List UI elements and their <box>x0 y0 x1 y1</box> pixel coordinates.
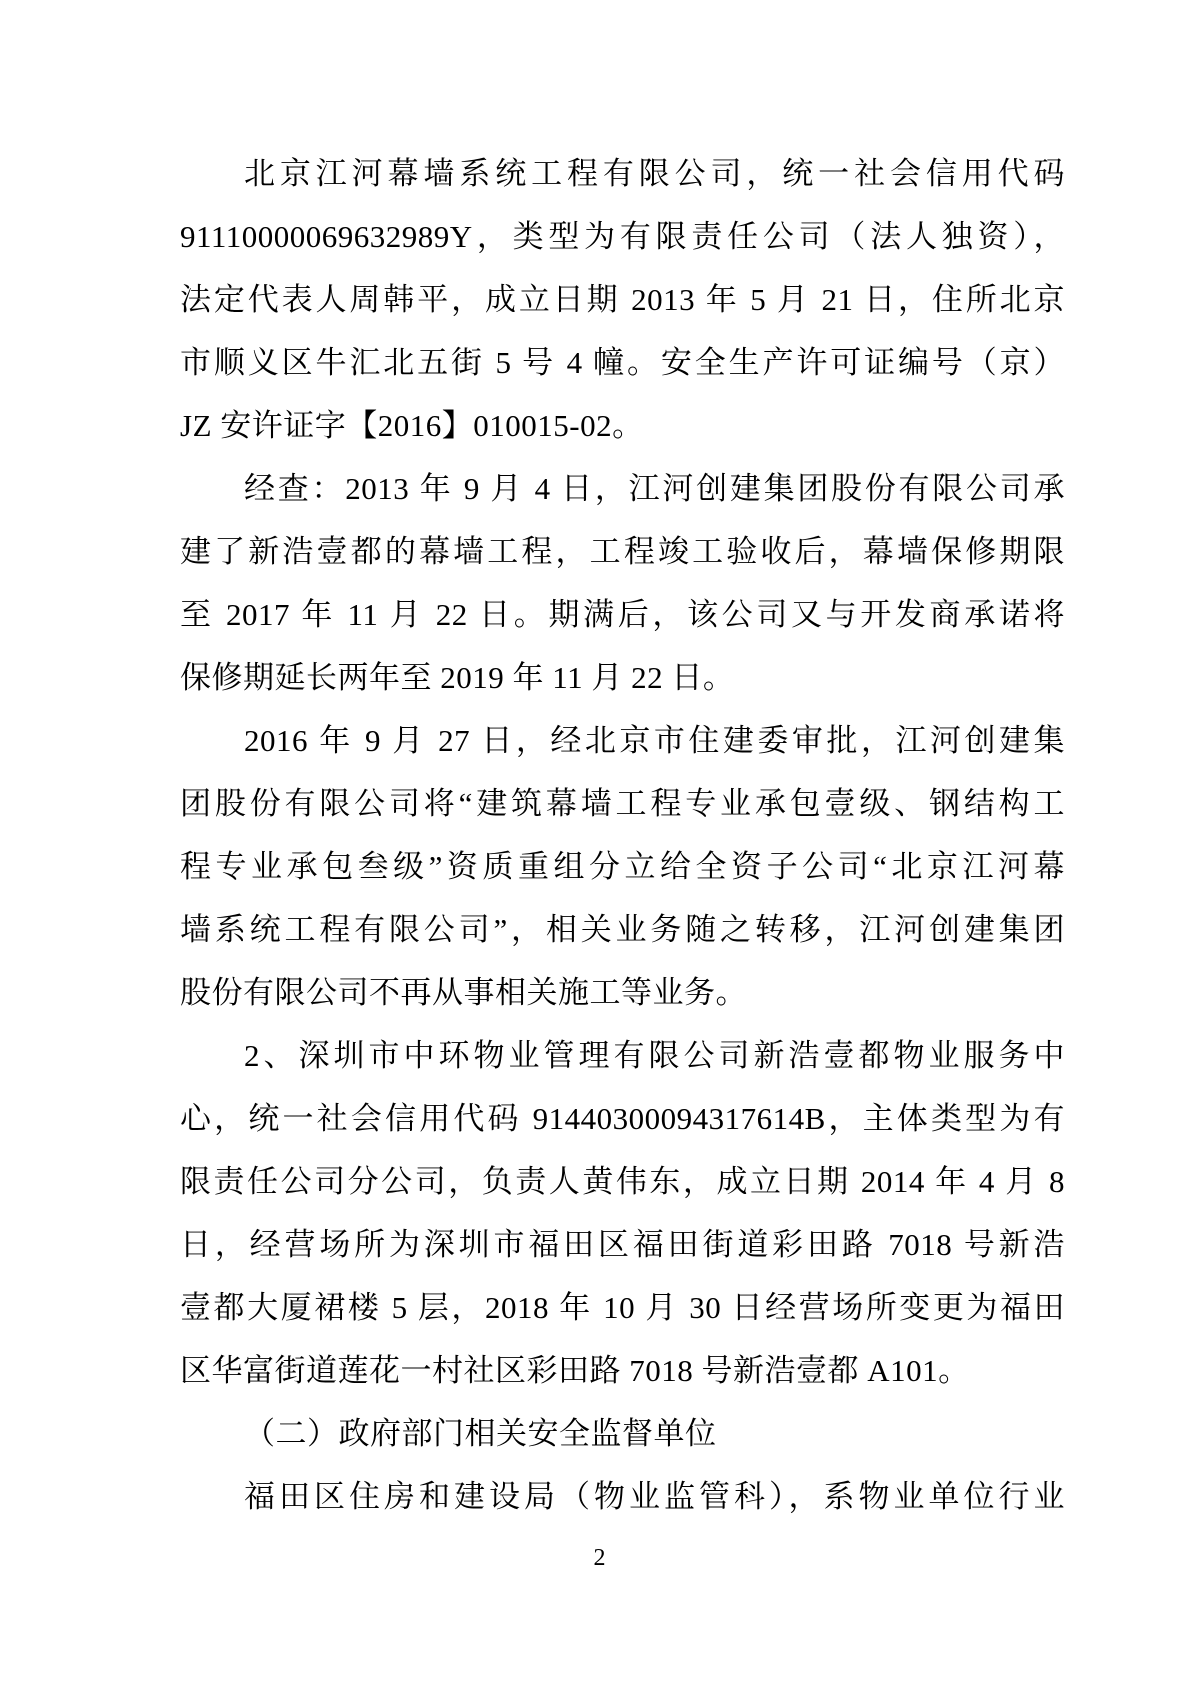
text-line-2: 91110000069632989Y，类型为有限责任公司（法人独资）， <box>180 219 1065 254</box>
text-line-16: 心，统一社会信用代码 91440300094317614B，主体类型为有 <box>180 1101 1065 1136</box>
text-line-10: 2016 年 9 月 27 日，经北京市住建委审批，江河创建集 <box>244 723 1065 758</box>
page-number: 2 <box>593 1545 606 1571</box>
text-line-20: 区华富街道莲花一村社区彩田路 7018 号新浩壹都 A101。 <box>180 1353 970 1388</box>
text-line-4: 市顺义区牛汇北五街 5 号 4 幢。安全生产许可证编号（京） <box>180 345 1065 380</box>
text-line-17: 限责任公司分公司，负责人黄伟东，成立日期 2014 年 4 月 8 <box>180 1164 1065 1199</box>
text-line-12: 程专业承包叁级”资质重组分立给全资子公司“北京江河幕 <box>180 849 1065 884</box>
text-line-11: 团股份有限公司将“建筑幕墙工程专业承包壹级、钢结构工 <box>180 786 1065 821</box>
text-line-6: 经查：2013 年 9 月 4 日，江河创建集团股份有限公司承 <box>244 471 1065 506</box>
text-line-14: 股份有限公司不再从事相关施工等业务。 <box>180 975 747 1010</box>
text-line-1: 北京江河幕墙系统工程有限公司，统一社会信用代码 <box>244 156 1065 191</box>
text-line-3: 法定代表人周韩平，成立日期 2013 年 5 月 21 日，住所北京 <box>180 282 1065 317</box>
text-line-15: 2、深圳市中环物业管理有限公司新浩壹都物业服务中 <box>244 1038 1065 1073</box>
text-line-19: 壹都大厦裙楼 5 层，2018 年 10 月 30 日经营场所变更为福田 <box>180 1290 1065 1325</box>
text-line-7: 建了新浩壹都的幕墙工程，工程竣工验收后，幕墙保修期限 <box>180 534 1065 569</box>
document-body <box>180 142 1065 1528</box>
text-line-8: 至 2017 年 11 月 22 日。期满后，该公司又与开发商承诺将 <box>180 597 1065 632</box>
text-line-18: 日，经营场所为深圳市福田区福田街道彩田路 7018 号新浩 <box>180 1227 1065 1262</box>
text-line-21: （二）政府部门相关安全监督单位 <box>244 1416 717 1451</box>
text-line-13: 墙系统工程有限公司”，相关业务随之转移，江河创建集团 <box>180 912 1065 947</box>
text-line-5: JZ 安许证字【2016】010015-02。 <box>180 408 644 443</box>
text-line-22: 福田区住房和建设局（物业监管科），系物业单位行业 <box>244 1479 1065 1514</box>
text-line-9: 保修期延长两年至 2019 年 11 月 22 日。 <box>180 660 735 695</box>
